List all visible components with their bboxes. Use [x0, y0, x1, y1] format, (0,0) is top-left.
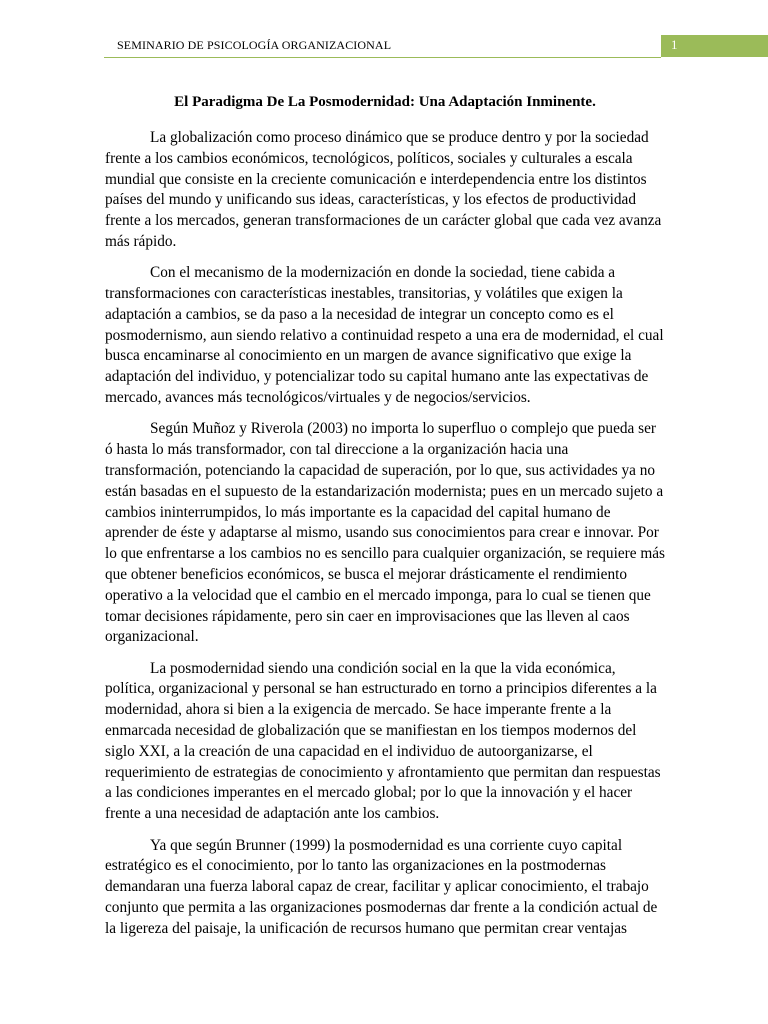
- page-number: 1: [671, 37, 678, 52]
- paragraph: La posmodernidad siendo una condición social en la que la vida económica, política, organizacional y personal se han estructurado en torno a principios diferentes a la modernidad, ahora si bien a la exigencia de mercado. Se hace imperante frente a la enmarcada necesidad de globalización que se manifiestan en los tiempos modernos del siglo XXI, a la creación de una capacidad en el individuo de autoorganizarse, el requerimiento de estrategias de conocimiento y afrontamiento que permitan dan respuestas a las condiciones imperantes en el mercado global; por lo que la innovación y el hacer frente a una necesidad de adaptación ante los cambios.: [105, 659, 661, 823]
- header-title: SEMINARIO DE PSICOLOGÍA ORGANIZACIONAL: [117, 38, 392, 52]
- paragraph: Ya que según Brunner (1999) la posmodernidad es una corriente cuyo capital estratégico es el conocimiento, por lo tanto las organizaciones en la postmodernas demandaran una fuerza laboral capaz de crear, facilitar y aplicar conocimiento, el trabajo conjunto que permita a las organizaciones posmodernas dar frente a la condición actual de la ligereza del paisaje, la unificación de recursos humano que permitan crear ventajas: [105, 836, 658, 937]
- paragraph: Según Muñoz y Riverola (2003) no importa lo superfluo o complejo que pueda ser ó hasta lo más transformador, con tal direccione a la organización hacia una transformación, potenciando la capacidad de superación, por lo que, sus actividades ya no están basadas en el supuesto de la estandarización modernista; pues en un mercado sujeto a cambios ininterrumpidos, lo más importante es la capacidad del capital humano de aprender de éste y adaptarse al mismo, usando sus conocimientos para crear e innovar. Por lo que enfrentarse a los cambios no es sencillo para cualquier organización, se requiere más que obtener beneficios económicos, se busca el mejorar drásticamente el rendimiento operativo a la velocidad que el cambio en el mercado imponga, para lo cual se tienen que tomar decisiones rápidamente, pero sin caer en improvisaciones que las lleven al caos organizacional.: [105, 420, 665, 646]
- paragraph: La globalización como proceso dinámico que se produce dentro y por la sociedad frente a los cambios económicos, tecnológicos, políticos, sociales y culturales a escala mundial que consiste en la creciente comunicación e interdependencia entre los distintos países del mundo y unificando sus ideas, características, y los efectos de productividad frente a los mercados, generan transformaciones de un carácter global que cada vez avanza más rápido.: [105, 129, 662, 250]
- header-divider: [104, 57, 661, 58]
- document-title: El Paradigma De La Posmodernidad: Una Adaptación Inminente.: [174, 94, 596, 110]
- page-header: [0, 0, 768, 60]
- document-body: [105, 92, 665, 950]
- paragraph: Con el mecanismo de la modernización en donde la sociedad, tiene cabida a transformaciones con características inestables, transitorias, y volátiles que exigen la adaptación a cambios, se da paso a la necesidad de integrar un concepto como es el posmodernismo, aun siendo relativo a continuidad respeto a una era de modernidad, el cual busca encaminarse al conocimiento en un margen de avance significativo que exige la adaptación del individuo, y potencializar todo su capital humano ante las expectativas de mercado, avances más tecnológicos/virtuales y de negocios/servicios.: [105, 264, 664, 407]
- page-number-badge: [661, 35, 768, 57]
